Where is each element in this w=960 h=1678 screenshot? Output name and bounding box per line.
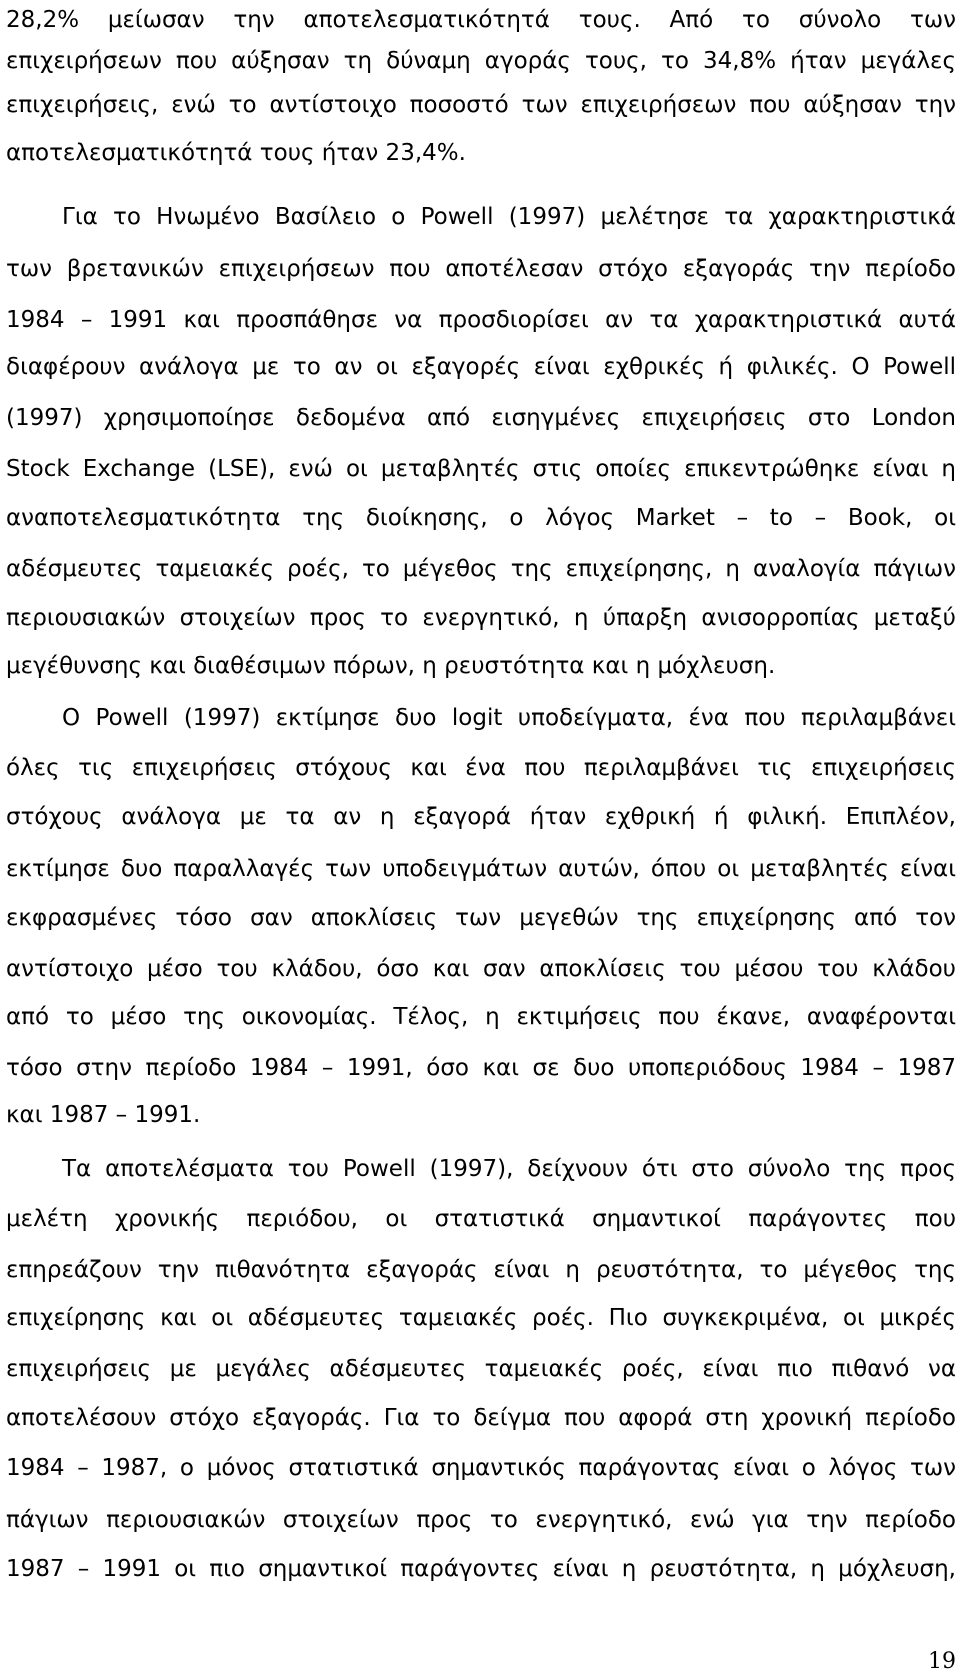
text-line: όλες τις επιχειρήσεις στόχους και ένα που περιλαμβάνει τις επιχειρήσεις bbox=[6, 755, 956, 781]
text-line: διαφέρουν ανάλογα με το αν οι εξαγορές είναι εχθρικές ή φιλικές. Ο Powell bbox=[6, 354, 956, 380]
text-line: 1984 – 1991 και προσπάθησε να προσδιορίσει αν τα χαρακτηριστικά αυτά bbox=[6, 307, 956, 333]
text-line: επηρεάζουν την πιθανότητα εξαγοράς είναι η ρευστότητα, το μέγεθος της bbox=[6, 1257, 956, 1283]
text-line: μελέτη χρονικής περιόδου, οι στατιστικά σημαντικοί παράγοντες που bbox=[6, 1206, 956, 1232]
text-line: 28,2% μείωσαν την αποτελεσματικότητά τους. Από το σύνολο των bbox=[6, 7, 956, 33]
text-line: επιχείρησης και οι αδέσμευτες ταμειακές ροές. Πιο συγκεκριμένα, οι μικρές bbox=[6, 1305, 956, 1331]
text-line: και 1987 – 1991. bbox=[6, 1102, 201, 1128]
page-number: 19 bbox=[928, 1649, 956, 1674]
text-line: των βρετανικών επιχειρήσεων που αποτέλεσαν στόχο εξαγοράς την περίοδο bbox=[6, 256, 956, 282]
text-line: εκτίμησε δυο παραλλαγές των υποδειγμάτων αυτών, όπου οι μεταβλητές είναι bbox=[6, 856, 956, 882]
text-line: από το μέσο της οικονομίας. Τέλος, η εκτιμήσεις που έκανε, αναφέρονται bbox=[6, 1004, 956, 1030]
text-line: τόσο στην περίοδο 1984 – 1991, όσο και σε δυο υποπεριόδους 1984 – 1987 bbox=[6, 1055, 956, 1081]
text-line: αντίστοιχο μέσο του κλάδου, όσο και σαν αποκλίσεις του μέσου του κλάδου bbox=[6, 956, 956, 982]
text-line: αναποτελεσματικότητα της διοίκησης, ο λόγος Market – to – Book, οι bbox=[6, 505, 956, 531]
text-line: μεγέθυνσης και διαθέσιμων πόρων, η ρευστότητα και η μόχλευση. bbox=[6, 653, 776, 679]
text-line: επιχειρήσεις με μεγάλες αδέσμευτες ταμειακές ροές, είναι πιο πιθανό να bbox=[6, 1356, 956, 1382]
text-line: 1987 – 1991 οι πιο σημαντικοί παράγοντες είναι η ρευστότητα, η μόχλευση, bbox=[6, 1556, 956, 1582]
text-line: Stock Exchange (LSE), ενώ οι μεταβλητές στις οποίες επικεντρώθηκε είναι η bbox=[6, 456, 956, 482]
text-line: εκφρασμένες τόσο σαν αποκλίσεις των μεγεθών της επιχείρησης από τον bbox=[6, 905, 956, 931]
paragraph-first-line: Ο Powell (1997) εκτίμησε δυο logit υποδείγματα, ένα που περιλαμβάνει bbox=[62, 705, 956, 731]
text-line: πάγιων περιουσιακών στοιχείων προς το ενεργητικό, ενώ για την περίοδο bbox=[6, 1507, 956, 1533]
text-line: αποτελέσουν στόχο εξαγοράς. Για το δείγμα που αφορά στη χρονική περίοδο bbox=[6, 1405, 956, 1431]
text-line: στόχους ανάλογα με τα αν η εξαγορά ήταν εχθρική ή φιλική. Επιπλέον, bbox=[6, 804, 956, 830]
text-line: (1997) χρησιμοποίησε δεδομένα από εισηγμένες επιχειρήσεις στο London bbox=[6, 405, 956, 431]
text-line: επιχειρήσεων που αύξησαν τη δύναμη αγοράς τους, το 34,8% ήταν μεγάλες bbox=[6, 48, 956, 74]
paragraph-first-line: Τα αποτελέσματα του Powell (1997), δείχνουν ότι στο σύνολο της προς bbox=[62, 1156, 956, 1182]
text-line: αδέσμευτες ταμειακές ροές, το μέγεθος της επιχείρησης, η αναλογία πάγιων bbox=[6, 556, 956, 582]
paragraph-first-line: Για το Ηνωμένο Βασίλειο ο Powell (1997) μελέτησε τα χαρακτηριστικά bbox=[62, 204, 956, 230]
text-line: επιχειρήσεις, ενώ το αντίστοιχο ποσοστό των επιχειρήσεων που αύξησαν την bbox=[6, 92, 956, 118]
text-line: αποτελεσματικότητά τους ήταν 23,4%. bbox=[6, 140, 466, 166]
text-line: περιουσιακών στοιχείων προς το ενεργητικό, η ύπαρξη ανισορροπίας μεταξύ bbox=[6, 605, 956, 631]
text-line: 1984 – 1987, ο μόνος στατιστικά σημαντικός παράγοντας είναι ο λόγος των bbox=[6, 1455, 956, 1481]
